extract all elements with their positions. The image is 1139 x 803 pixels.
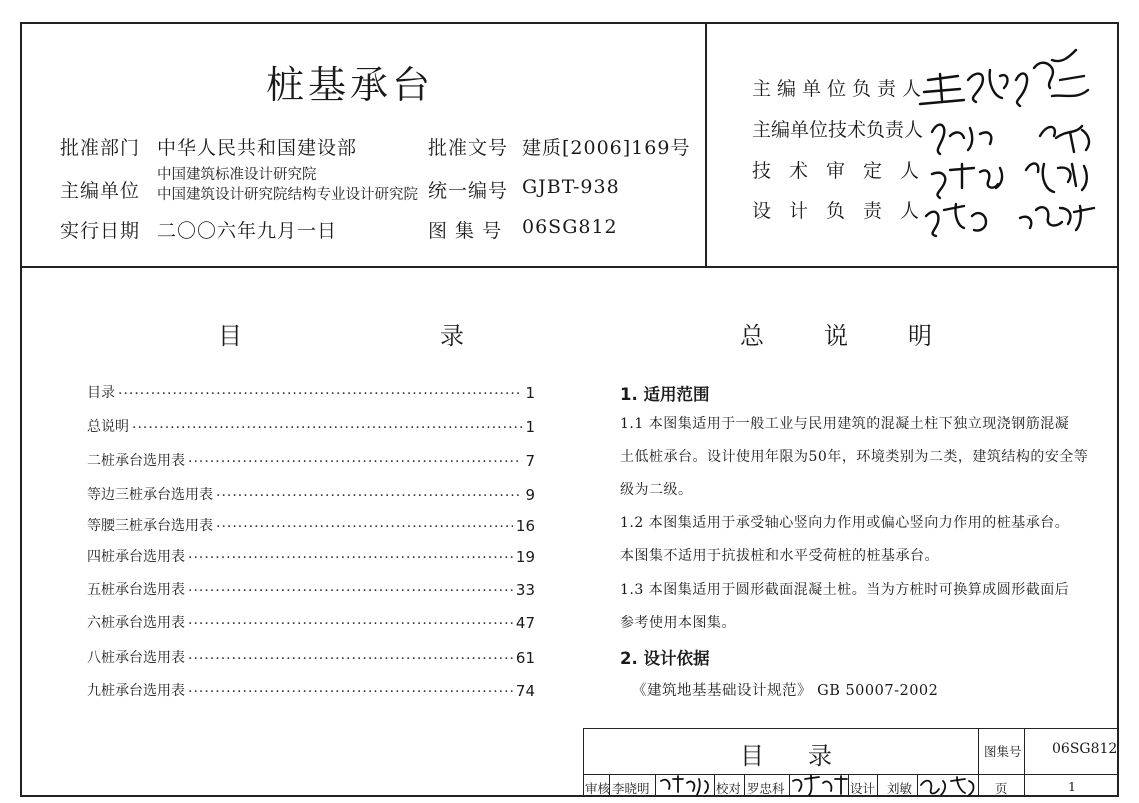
- notes-line: 土低桩承台。设计使用年限为50年，环境类别为二类，建筑结构的安全等: [620, 449, 1089, 465]
- toc-leader-dots: [118, 386, 522, 402]
- frame-left: [20, 22, 22, 797]
- check-label: 校对: [716, 781, 742, 796]
- code-reference: 《建筑地基基础设计规范》 GB 50007-2002: [632, 683, 939, 699]
- toc-item[interactable]: [87, 544, 535, 566]
- atlas-no-tb: 06SG812: [1052, 741, 1118, 757]
- check-name: 罗忠科: [747, 781, 785, 796]
- toc-heading: 目 录: [218, 322, 514, 350]
- toc-item-page: 33: [515, 581, 535, 599]
- toc-item-page: 7: [525, 452, 535, 470]
- notes-line: 1.2 本图集适用于承受轴心竖向力作用或偏心竖向力作用的桩基承台。: [620, 515, 1070, 531]
- toc-item[interactable]: [87, 610, 535, 632]
- toc-leader-dots: [216, 488, 522, 504]
- section-1-title: 1. 适用范围: [620, 385, 710, 404]
- toc-leader-dots: [188, 651, 513, 667]
- design-label: 设计: [850, 781, 876, 796]
- responsible-role: 技术审定人: [752, 160, 938, 182]
- notes-line: 本图集不适用于抗拔桩和水平受荷桩的桩基承台。: [620, 548, 939, 564]
- effective-date-label: 实行日期: [60, 220, 141, 242]
- toc-item-page: 1: [525, 418, 535, 436]
- editor-unit-label: 主编单位: [60, 180, 141, 202]
- toc-leader-dots: [132, 420, 522, 436]
- toc-item-label: 六桩承台选用表: [87, 615, 185, 631]
- toc-leader-dots: [188, 684, 513, 700]
- toc-leader-dots: [188, 550, 513, 566]
- toc-item[interactable]: [87, 678, 535, 700]
- responsible-role: 主编单位负责人: [752, 78, 928, 100]
- toc-item-page: 9: [525, 486, 535, 504]
- toc-item-page: 74: [515, 682, 535, 700]
- tb-top: [583, 728, 1119, 729]
- design-name: 刘敏: [887, 781, 913, 796]
- approval-dept-label: 批准部门: [60, 137, 141, 159]
- frame-top: [20, 22, 1119, 24]
- toc-item-label: 总说明: [87, 419, 129, 435]
- atlas-no-label: 图 集 号: [428, 220, 503, 242]
- editor-unit-line2: 中国建筑设计研究院结构专业设计研究院: [157, 187, 418, 203]
- toc-item-label: 二桩承台选用表: [87, 453, 185, 469]
- page-label-tb: 页: [995, 781, 1008, 796]
- toc-item-label: 九桩承台选用表: [87, 683, 185, 699]
- signature-marks: [700, 40, 1120, 240]
- titleblock-signatures: [655, 773, 1055, 797]
- approval-dept-value: 中华人民共和国建设部: [157, 137, 358, 159]
- toc-item[interactable]: [87, 513, 535, 535]
- toc-item-label: 目录: [87, 385, 115, 401]
- approval-no-label: 批准文号: [428, 137, 509, 159]
- toc-item[interactable]: [87, 482, 535, 504]
- editor-unit-line1: 中国建筑标准设计研究院: [157, 167, 317, 183]
- approval-no-value: 建质[2006]169号: [522, 137, 691, 159]
- toc-item-page: 19: [515, 548, 535, 566]
- toc-leader-dots: [188, 454, 522, 470]
- notes-line: 1.1 本图集适用于一般工业与民用建筑的混凝土柱下独立现浇钢筋混凝: [620, 416, 1070, 432]
- toc-item[interactable]: [87, 380, 535, 402]
- toc-item-page: 1: [525, 384, 535, 402]
- toc-item[interactable]: [87, 414, 535, 436]
- section-2-title: 2. 设计依据: [620, 649, 710, 668]
- toc-leader-dots: [188, 583, 513, 599]
- notes-heading: 总 说 明: [740, 322, 950, 350]
- toc-item-label: 等腰三桩承台选用表: [87, 518, 213, 534]
- notes-line: 级为二级。: [620, 482, 693, 498]
- sheet-title: 目 录: [740, 742, 842, 770]
- notes-line: 参考使用本图集。: [620, 615, 736, 631]
- unified-no-value: GJBT-938: [522, 176, 620, 198]
- atlas-title: 桩基承台: [266, 63, 435, 107]
- review-name: 李晓明: [612, 781, 650, 796]
- toc-item-label: 等边三桩承台选用表: [87, 487, 213, 503]
- toc-item[interactable]: [87, 645, 535, 667]
- toc-item-label: 四桩承台选用表: [87, 549, 185, 565]
- atlas-no-label-tb: 图集号: [984, 744, 1022, 759]
- responsible-role: 设计负责人: [752, 200, 938, 222]
- toc-item[interactable]: [87, 448, 535, 470]
- toc-item-page: 61: [515, 649, 535, 667]
- toc-item-page: 47: [515, 614, 535, 632]
- review-label: 审核: [585, 781, 611, 796]
- toc-item-page: 16: [515, 517, 535, 535]
- page-no-tb: 1: [1068, 779, 1076, 794]
- notes-line: 1.3 本图集适用于圆形截面混凝土桩。当为方桩时可换算成圆形截面后: [620, 582, 1070, 598]
- toc-item-label: 五桩承台选用表: [87, 582, 185, 598]
- header-divider: [20, 266, 1119, 268]
- unified-no-label: 统一编号: [428, 180, 509, 202]
- tb-left: [583, 728, 584, 796]
- atlas-no-value: 06SG812: [522, 216, 618, 238]
- toc-item[interactable]: [87, 577, 535, 599]
- responsible-role: 主编单位技术负责人: [752, 119, 924, 141]
- toc-item-label: 八桩承台选用表: [87, 650, 185, 666]
- toc-leader-dots: [188, 616, 513, 632]
- toc-leader-dots: [216, 519, 513, 535]
- effective-date-value: 二〇〇六年九月一日: [157, 220, 338, 242]
